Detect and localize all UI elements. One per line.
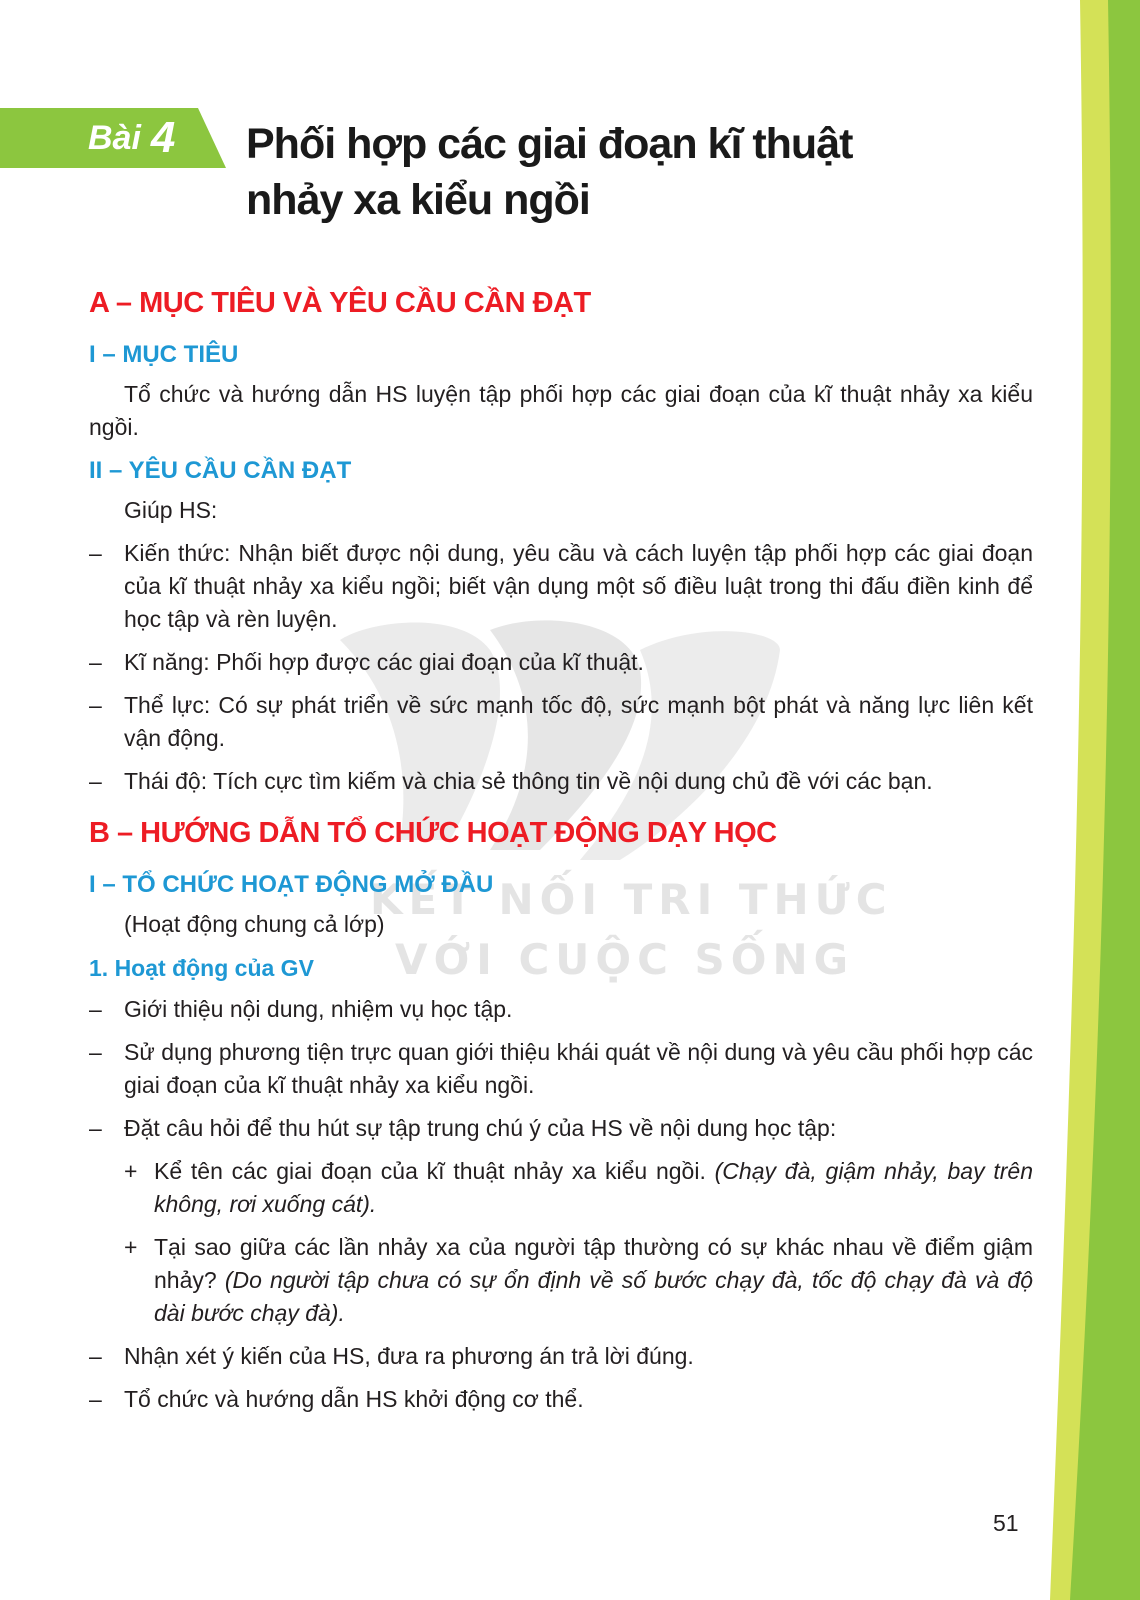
list-item (89, 1340, 1033, 1373)
list-item-text: Thái độ: Tích cực tìm kiếm và chia sẻ thông tin về nội dung chủ đề với các bạn. (124, 768, 933, 794)
section-a-heading: A – MỤC TIÊU VÀ YÊU CẦU CẦN ĐẠT (89, 287, 591, 319)
mo-dau-heading: I – TỔ CHỨC HOẠT ĐỘNG MỞ ĐẦU (89, 871, 494, 898)
list-item (89, 1112, 1033, 1145)
watermark-line-2: VỚI CUỘC SỐNG (395, 935, 855, 984)
yeu-cau-intro: Giúp HS: (124, 497, 218, 523)
muc-tieu-heading: I – MỤC TIÊU (89, 341, 239, 368)
lesson-number: 4 (150, 113, 176, 162)
sub-item-text: Tại sao giữa các lần nhảy xa của người tập thường có sự khác nhau về điểm giậm nhảy? (154, 1234, 1033, 1293)
list-item (89, 765, 1033, 798)
sub-item-answer: (Chạy đà, giậm nhảy, bay trên không, rơi xuống cát). (154, 1158, 1034, 1217)
lesson-title (246, 116, 853, 228)
sub-item-text: Kể tên các giai đoạn của kĩ thuật nhảy xa kiểu ngồi. (154, 1158, 706, 1184)
muc-tieu-text: Tổ chức và hướng dẫn HS luyện tập phối hợp các giai đoạn của kĩ thuật nhảy xa kiểu ngồi. (89, 381, 1033, 440)
list-item (89, 1383, 1033, 1416)
list-item-text: Giới thiệu nội dung, nhiệm vụ học tập. (124, 996, 513, 1022)
dash-marker: – (89, 1343, 102, 1369)
list-item-text: Đặt câu hỏi để thu hút sự tập trung chú ý của HS về nội dung học tập: (124, 1115, 837, 1141)
list-item-text: Thể lực: Có sự phát triển về sức mạnh tốc độ, sức mạnh bột phát và năng lực liên kết vận động. (124, 692, 1033, 751)
list-item-text: Tổ chức và hướng dẫn HS khởi động cơ thể. (124, 1386, 584, 1412)
sub-item-answer: (Do người tập chưa có sự ổn định về số bước chạy đà, tốc độ chạy đà và độ dài bước chạy đà). (154, 1267, 1034, 1326)
sub-list-item (89, 1231, 1033, 1330)
plus-marker: + (124, 1158, 138, 1184)
lesson-title-line-2: nhảy xa kiểu ngồi (246, 176, 590, 224)
section-b-heading: B – HƯỚNG DẪN TỔ CHỨC HOẠT ĐỘNG DẠY HỌC (89, 817, 777, 849)
plus-marker: + (124, 1234, 138, 1260)
list-item-text: Kĩ năng: Phối hợp được các giai đoạn của kĩ thuật. (124, 649, 644, 675)
watermark-line-1: KẾT NỐI TRI THỨC (370, 875, 893, 924)
dash-marker: – (89, 540, 102, 566)
dash-marker: – (89, 1386, 102, 1412)
mo-dau-note: (Hoạt động chung cả lớp) (124, 911, 385, 937)
lesson-badge-label (88, 110, 175, 166)
dash-marker: – (89, 1115, 102, 1141)
list-item (89, 537, 1033, 636)
lesson-title-line-1: Phối hợp các giai đoạn kĩ thuật (246, 120, 853, 168)
dash-marker: – (89, 692, 102, 718)
list-item (89, 1036, 1033, 1102)
list-item (89, 993, 1033, 1026)
gv-heading: 1. Hoạt động của GV (89, 955, 314, 981)
list-item-text: Sử dụng phương tiện trực quan giới thiệu khái quát về nội dung và yêu cầu phối hợp các giai đoạn của kĩ thuật nhảy xa kiểu ngồi. (124, 1039, 1033, 1098)
list-item-text: Kiến thức: Nhận biết được nội dung, yêu cầu và cách luyện tập phối hợp các giai đoạn của kĩ thuật nhảy xa kiểu ngồi; biết vận dụng một số điều luật trong thi đấu điền kinh để học tập và rèn luyện. (124, 540, 1033, 632)
dash-marker: – (89, 996, 102, 1022)
page-edge-decoration (1050, 0, 1140, 1600)
list-item (89, 689, 1033, 755)
page-number: 51 (993, 1510, 1019, 1536)
lesson-word: Bài (88, 118, 141, 157)
list-item-text: Nhận xét ý kiến của HS, đưa ra phương án trả lời đúng. (124, 1343, 694, 1369)
dash-marker: – (89, 768, 102, 794)
list-item (89, 646, 1033, 679)
dash-marker: – (89, 1039, 102, 1065)
page-content (89, 278, 1033, 1426)
yeu-cau-heading: II – YÊU CẦU CẦN ĐẠT (89, 457, 352, 484)
dash-marker: – (89, 649, 102, 675)
sub-list-item (89, 1155, 1033, 1221)
